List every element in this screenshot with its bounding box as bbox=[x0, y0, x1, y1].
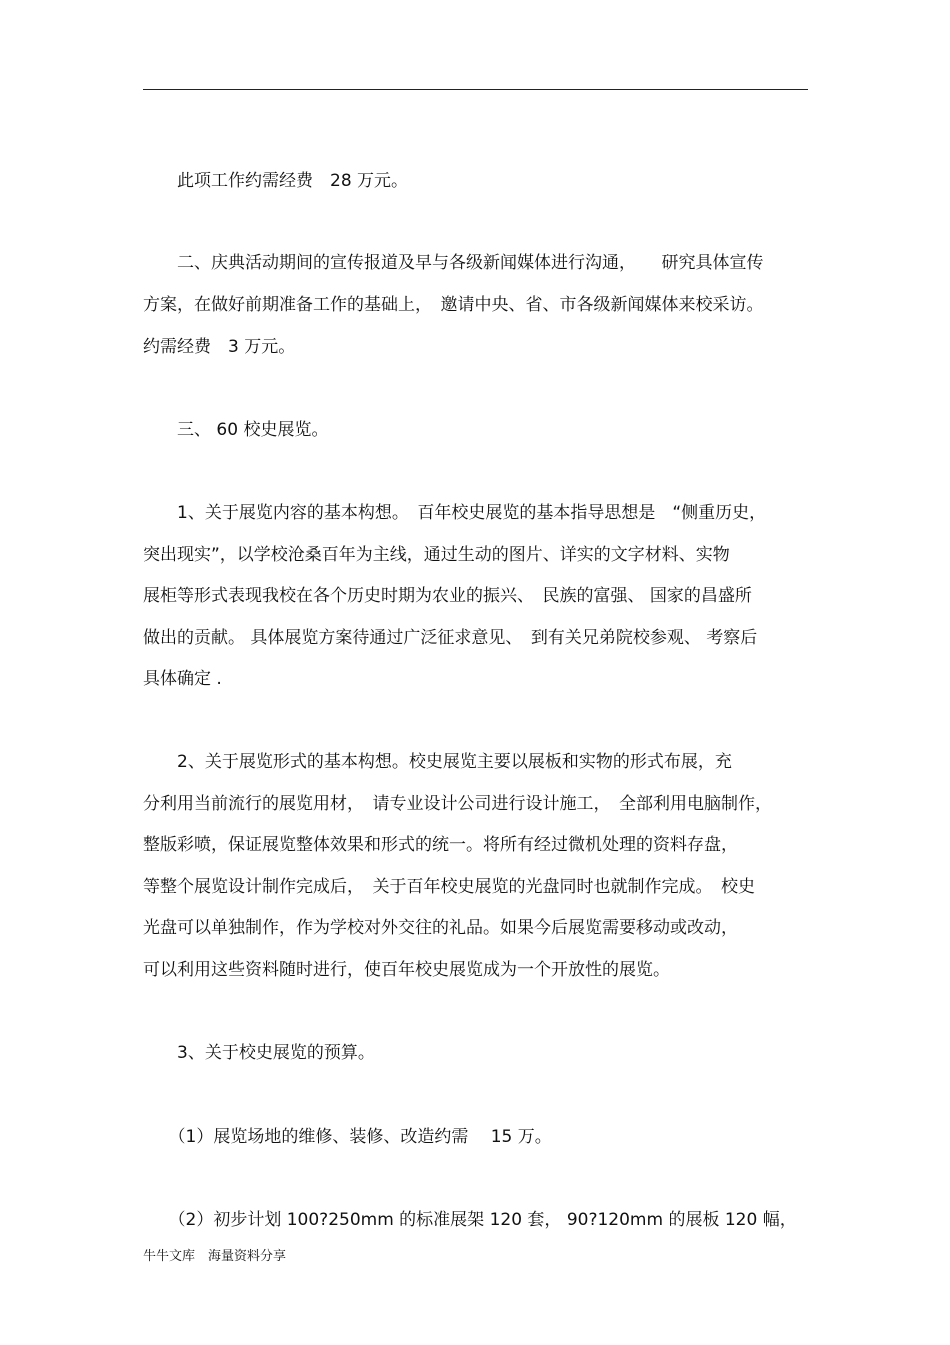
section-heading: 三、 60 校史展览。 bbox=[143, 420, 329, 440]
paragraph-line: 3、关于校史展览的预算。 bbox=[143, 1043, 375, 1063]
paragraph-line: 整版彩喷，保证展览整体效果和形式的统一。将所有经过微机处理的资料存盘， bbox=[143, 835, 738, 855]
paragraph-line: 1、关于展览内容的基本构想。 百年校史展览的基本指导思想是 “侧重历史， bbox=[143, 503, 767, 523]
paragraph-line: 等整个展览设计制作完成后， 关于百年校史展览的光盘同时也就制作完成。 校史 bbox=[143, 877, 755, 897]
paragraph-line: 此项工作约需经费 28 万元。 bbox=[143, 171, 409, 191]
header-rule bbox=[143, 89, 808, 90]
paragraph-line: 具体确定 . bbox=[143, 669, 222, 689]
paragraph-line: 展柜等形式表现我校在各个历史时期为农业的振兴、 民族的富强、 国家的昌盛所 bbox=[143, 586, 752, 606]
paragraph-line: （2）初步计划 100?250mm 的标准展架 120 套， 90?120mm 的展板 120 幅， bbox=[143, 1210, 797, 1230]
paragraph-line: 约需经费 3 万元。 bbox=[143, 337, 296, 357]
paragraph-line: 2、关于展览形式的基本构想。校史展览主要以展板和实物的形式布展，充 bbox=[143, 752, 732, 772]
paragraph-line: 可以利用这些资料随时进行，使百年校史展览成为一个开放性的展览。 bbox=[143, 960, 670, 980]
paragraph-line: 方案，在做好前期准备工作的基础上， 邀请中央、省、市各级新闻媒体来校采访。 bbox=[143, 295, 764, 315]
paragraph-line: 做出的贡献。 具体展览方案待通过广泛征求意见、 到有关兄弟院校参观、 考察后 bbox=[143, 628, 758, 648]
paragraph-line: 二、庆典活动期间的宣传报道及早与各级新闻媒体进行沟通， 研究具体宣传 bbox=[143, 253, 764, 273]
page-footer: 牛牛文库 海量资料分享 bbox=[143, 1249, 287, 1264]
paragraph-line: 分利用当前流行的展览用材， 请专业设计公司进行设计施工， 全部利用电脑制作， bbox=[143, 794, 772, 814]
paragraph-line: 光盘可以单独制作，作为学校对外交往的礼品。如果今后展览需要移动或改动， bbox=[143, 918, 738, 938]
paragraph-line: 突出现实”，以学校沧桑百年为主线，通过生动的图片、详实的文字材料、实物 bbox=[143, 545, 730, 565]
paragraph-line: （1）展览场地的维修、装修、改造约需 15 万。 bbox=[143, 1127, 552, 1147]
